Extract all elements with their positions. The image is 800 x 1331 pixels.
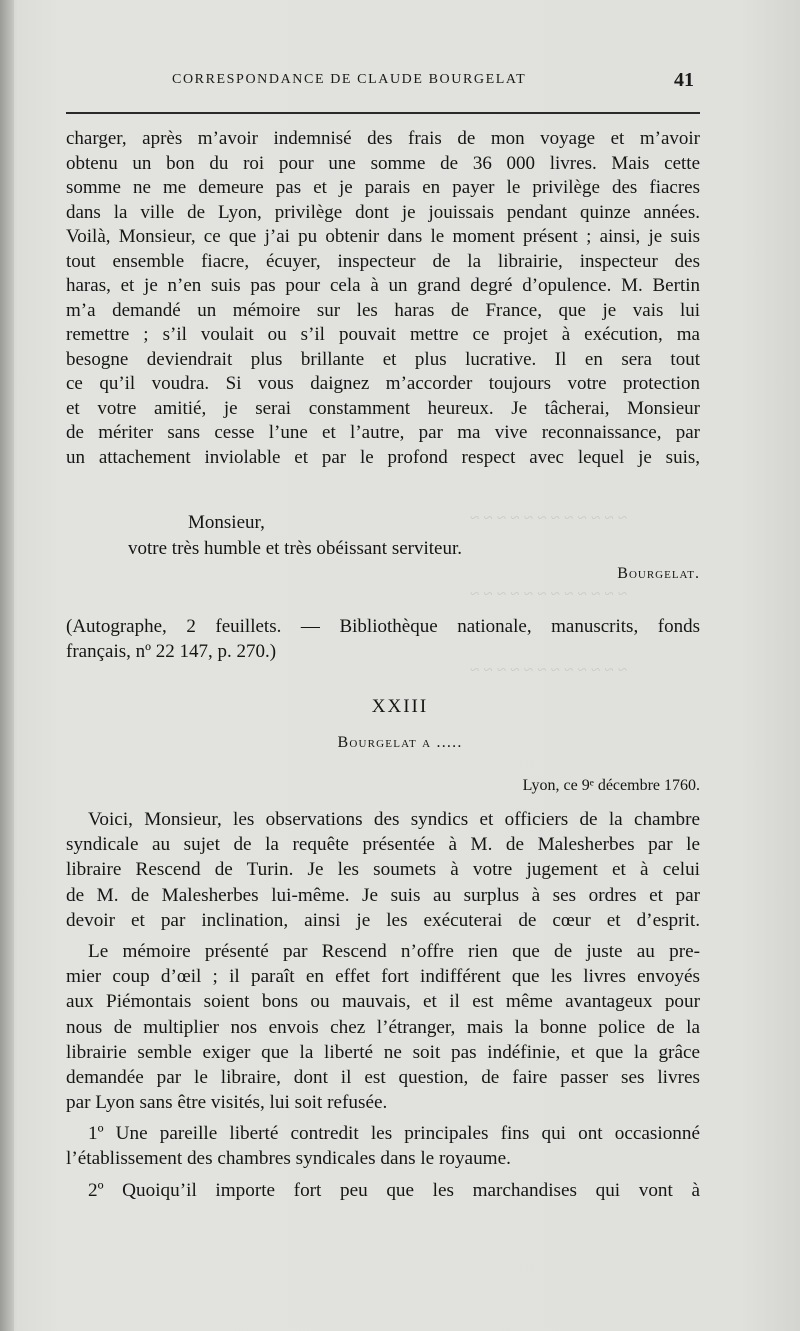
text-line: de mériter sans cesse l’une et l’autre, par ma vive reconnaissance, par (66, 422, 700, 443)
running-head (60, 69, 700, 96)
text-line: demandée par le libraire, dont il est question, de faire passer ses livres (66, 1066, 700, 1088)
text-line: devoir et par inclination, ainsi je les exécuterai de cœur et d’esprit. (66, 909, 700, 931)
text-line: un attachement inviolable et par le profond respect avec lequel je suis, (66, 446, 700, 468)
page-number: 41 (674, 69, 694, 91)
show-through-decoration: ~ ~ ~ ~ ~ ~ ~ ~ ~ ~ ~ ~ (470, 508, 628, 527)
text-line: nous de multiplier nos envois chez l’étranger, mais la bonne police de la (66, 1016, 700, 1038)
closing-formula: votre très humble et très obéissant serviteur. (128, 538, 462, 559)
text-line: haras, et je n’en suis pas pour cela à un grand degré d’opulence. M. Bertin (66, 275, 700, 296)
text-line: ce qu’il voudra. Si vous daignez m’accorder toujours votre protection (66, 373, 700, 394)
text-line: somme ne me demeure pas et je parais en payer le privilège des fiacres (66, 177, 700, 198)
text-line: librairie semble exiger que la liberté ne soit pas indéfinie, et que la grâce (66, 1041, 700, 1063)
text-line: Voilà, Monsieur, ce que j’ai pu obtenir dans le moment présent ; ainsi, je suis (66, 226, 700, 247)
closing-salutation: Monsieur, (188, 512, 265, 533)
text-line: tout ensemble fiacre, écuyer, inspecteur de la librairie, inspecteur des (66, 250, 700, 272)
text-line: syndicale au sujet de la requête présentée à M. de Malesherbes par le (66, 834, 700, 856)
text-line: dans la ville de Lyon, privilège dont je jouissais pendant quinze années. (66, 201, 700, 223)
source-note (66, 614, 700, 664)
running-title: CORRESPONDANCE DE CLAUDE BOURGELAT (172, 72, 527, 87)
letter-number: XXIII (371, 696, 429, 717)
text-line: remettre ; s’il voulait ou s’il pouvait mettre ce projet à exécution, ma (66, 324, 700, 345)
text-line: obtenu un bon du roi pour une somme de 36 000 livres. Mais cette (66, 152, 700, 174)
text-line: libraire Rescend de Turin. Je les soumets à votre jugement et à celui (66, 859, 700, 881)
source-note-line: (Autographe, 2 feuillets. — Bibliothèque nationale, manuscrits, fonds (66, 616, 700, 637)
text-line: Voici, Monsieur, les observations des syndics et officiers de la chambre (88, 809, 700, 830)
letter-continuation-text (66, 127, 700, 470)
text-line: par Lyon sans être visités, lui soit refusée. (66, 1092, 388, 1114)
letter-body-text (66, 808, 700, 1204)
header-rule (66, 112, 700, 114)
text-line: Le mémoire présenté par Rescend n’offre rien que de juste au pre- (88, 940, 700, 962)
signature: Bourgelat. (617, 565, 700, 582)
text-line: aux Piémontais soient bons ou mauvais, et il est même avantageux pour (66, 991, 700, 1013)
source-note-line: français, nº 22 147, p. 270.) (66, 641, 277, 662)
show-through-decoration: ~ ~ ~ ~ ~ ~ ~ ~ ~ ~ ~ ~ (470, 584, 628, 603)
show-through-decoration: ~ ~ ~ ~ ~ ~ ~ ~ ~ ~ ~ ~ (470, 660, 628, 679)
text-line: 2º Quoiqu’il importe fort peu que les marchandises qui vont à (88, 1179, 700, 1201)
text-line: besogne deviendrait plus brillante et plus lucrative. Il en sera tout (66, 348, 700, 370)
text-line: m’a demandé un mémoire sur les haras de France, que je vais lui (66, 299, 700, 321)
text-line: 1º Une pareille liberté contredit les principales fins qui ont occasionné (88, 1123, 700, 1145)
text-line: et votre amitié, je serai constamment heureux. Je tâcherai, Monsieur (66, 397, 700, 419)
letter-heading: Bourgelat a ..... (337, 734, 463, 751)
text-line: mier coup d’œil ; il paraît en effet fort indifférent que les livres envoyés (66, 966, 700, 988)
text-line: charger, après m’avoir indemnisé des frais de mon voyage et m’avoir (66, 128, 700, 149)
text-line: de M. de Malesherbes lui-même. Je suis au surplus à ses ordres et par (66, 884, 700, 906)
text-line: l’établissement des chambres syndicales dans le royaume. (66, 1148, 511, 1170)
page-binding-edge (0, 0, 14, 1331)
dateline: Lyon, ce 9ᵉ décembre 1760. (522, 777, 700, 794)
